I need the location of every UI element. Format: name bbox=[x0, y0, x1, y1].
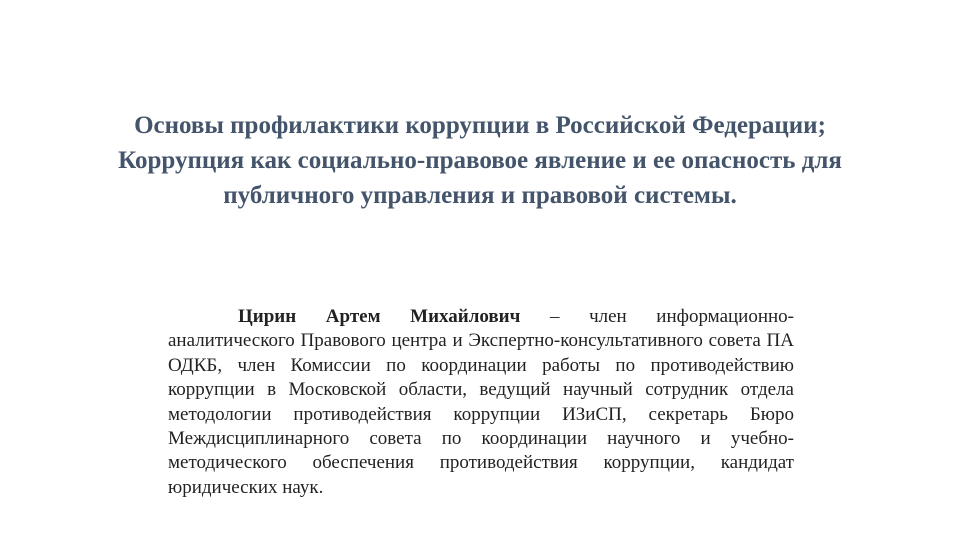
author-name: Цирин Артем Михайлович bbox=[238, 306, 521, 327]
slide-title: Основы профилактики коррупции в Российской Федерации; Коррупция как социально-правовое явление и ее опасность для публичного управления и правовой системы. bbox=[118, 112, 842, 209]
author-description: – член информационно-аналитического Правового центра и Экспертно-консультативного совета ПА ОДКБ, член Комиссии по координации работы по противодействию коррупции в Московской области, ведущий научный сотрудник отдела методологии противодействия коррупции ИЗиСП, секретарь Бюро Междисциплинарного совета по координации научного и учебно-методического обеспечения противодействия коррупции, кандидат юридических наук. bbox=[168, 306, 794, 498]
author-info bbox=[168, 305, 794, 500]
